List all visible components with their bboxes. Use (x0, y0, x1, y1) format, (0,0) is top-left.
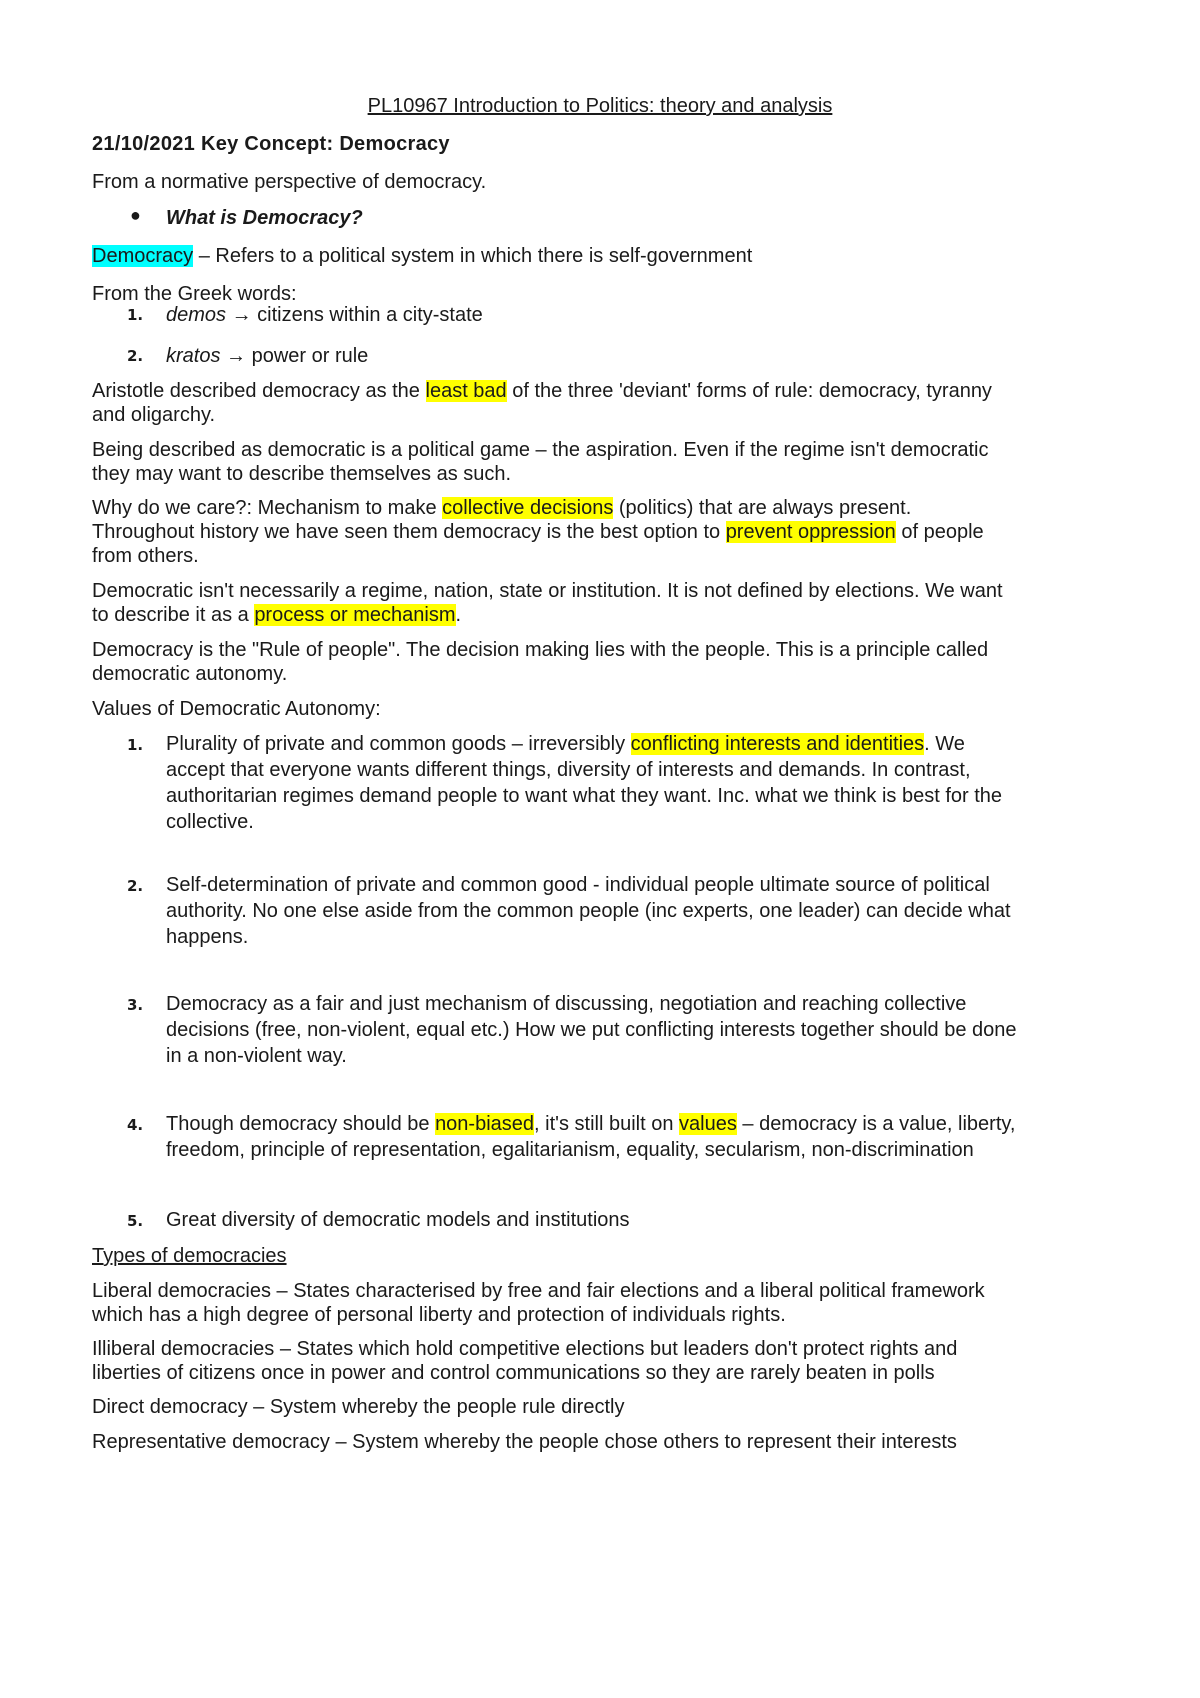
value-item-line: authority. No one else aside from the common people (inc experts, one leader) can decide what (166, 900, 1011, 922)
paragraph-text: Though democracy should be (166, 1113, 436, 1135)
representative-democracy: Representative democracy – System whereby the people chose others to represent their interests (92, 1431, 957, 1453)
paragraph-text: . We (924, 733, 965, 755)
illiberal-democracies-line2: liberties of citizens once in power and control communications so they are rarely beaten in polls (92, 1362, 935, 1384)
rule-paragraph-line2: democratic autonomy. (92, 663, 288, 685)
document-title: PL10967 Introduction to Politics: theory and analysis (367, 95, 833, 117)
paragraph-text: Plurality of private and common goods – irreversibly (166, 733, 631, 755)
democracy-term: Democracy (92, 245, 194, 267)
aspiration-paragraph-line2: they may want to describe themselves as such. (92, 463, 512, 485)
highlight-non-biased: non-biased (435, 1113, 535, 1135)
bullet-icon: ● (130, 205, 141, 225)
value-item-line: Self-determination of private and common good - individual people ultimate source of political (166, 874, 990, 896)
value-item-line: happens. (166, 926, 249, 948)
paragraph-text: Aristotle described democracy as the (92, 380, 426, 402)
paragraph-text: to describe it as a (92, 604, 255, 626)
democracy-definition-text: – Refers to a political system in which there is self-government (193, 245, 753, 267)
paragraph-text: (politics) that are always present. (613, 497, 912, 519)
intro-paragraph: From a normative perspective of democracy. (92, 171, 487, 193)
democracy-definition (92, 243, 1122, 269)
highlight-prevent-oppression: prevent oppression (725, 521, 896, 543)
paragraph-text: Throughout history we have seen them democracy is the best option to (92, 521, 726, 543)
value-item-5: Great diversity of democratic models and institutions (166, 1209, 630, 1231)
value-item-line (166, 1111, 1126, 1137)
process-paragraph-line2 (92, 602, 1122, 628)
greek-word: kratos (166, 345, 221, 367)
value-item-4 (166, 1111, 1126, 1163)
liberal-democracies-line2: which has a high degree of personal liberty and protection of individuals rights. (92, 1304, 786, 1326)
value-item-1 (166, 731, 1126, 835)
list-number: 2. (127, 347, 144, 365)
direct-democracy: Direct democracy – System whereby the people rule directly (92, 1396, 625, 1418)
highlight-conflicting-interests: conflicting interests and identities (630, 733, 925, 755)
highlight-values: values (679, 1113, 737, 1135)
value-item-line: accept that everyone wants different things, diversity of interests and demands. In contrast, (166, 759, 971, 781)
liberal-democracies: Liberal democracies – States characterised by free and fair elections and a liberal political framework (92, 1280, 985, 1302)
aristotle-paragraph-line2: and oligarchy. (92, 404, 216, 426)
greek-word: demos (166, 304, 227, 326)
list-number: 2. (127, 877, 144, 895)
value-item-line: Democracy as a fair and just mechanism of discussing, negotiation and reaching collective (166, 993, 967, 1015)
value-item-3 (166, 991, 1126, 1069)
list-number: 4. (127, 1116, 144, 1134)
highlight-collective-decisions: collective decisions (442, 497, 614, 519)
greek-word-meaning: → citizens within a city-state (226, 304, 483, 326)
paragraph-text: , it's still built on (534, 1113, 680, 1135)
list-number: 3. (127, 996, 144, 1014)
value-item-line: collective. (166, 811, 254, 833)
types-heading (92, 1243, 1122, 1269)
rule-paragraph: Democracy is the "Rule of people". The decision making lies with the people. This is a principle called (92, 639, 989, 661)
why-paragraph-line3: from others. (92, 545, 199, 567)
greek-word-item (166, 343, 1126, 369)
illiberal-democracies: Illiberal democracies – States which hold competitive elections but leaders don't protect rights and (92, 1338, 958, 1360)
paragraph-text: Why do we care?: Mechanism to make (92, 497, 443, 519)
greek-word-item (166, 302, 1126, 328)
values-intro: Values of Democratic Autonomy: (92, 698, 381, 720)
greek-word-meaning: → power or rule (220, 345, 369, 367)
aristotle-paragraph (92, 378, 1122, 404)
list-number: 1. (127, 306, 144, 324)
list-number: 1. (127, 736, 144, 754)
value-item-2 (166, 872, 1126, 950)
value-item-line (166, 731, 1126, 757)
value-item-line: freedom, principle of representation, egalitarianism, equality, secularism, non-discrimination (166, 1139, 974, 1161)
why-paragraph-line2 (92, 519, 1122, 545)
paragraph-text: of people (895, 521, 984, 543)
paragraph-text: . (455, 604, 462, 626)
paragraph-text: – democracy is a value, liberty, (736, 1113, 1016, 1135)
highlight-least-bad: least bad (425, 380, 507, 402)
process-paragraph: Democratic isn't necessarily a regime, nation, state or institution. It is not defined by elections. We want (92, 580, 1003, 602)
value-item-line: decisions (free, non-violent, equal etc.) How we put conflicting interests together should be done (166, 1019, 1017, 1041)
types-heading-text: Types of democracies (92, 1245, 287, 1267)
greek-intro: From the Greek words: (92, 283, 297, 305)
value-item-line: in a non-violent way. (166, 1045, 347, 1067)
aspiration-paragraph: Being described as democratic is a political game – the aspiration. Even if the regime isn't democratic (92, 439, 989, 461)
value-item-line: authoritarian regimes demand people to want what they want. Inc. what we think is best for the (166, 785, 1003, 807)
list-number: 5. (127, 1212, 144, 1230)
section-heading: 21/10/2021 Key Concept: Democracy (92, 133, 450, 155)
bullet-question: What is Democracy? (166, 207, 363, 229)
why-paragraph (92, 495, 1122, 521)
highlight-process-mechanism: process or mechanism (254, 604, 456, 626)
paragraph-text: of the three 'deviant' forms of rule: democracy, tyranny (506, 380, 992, 402)
